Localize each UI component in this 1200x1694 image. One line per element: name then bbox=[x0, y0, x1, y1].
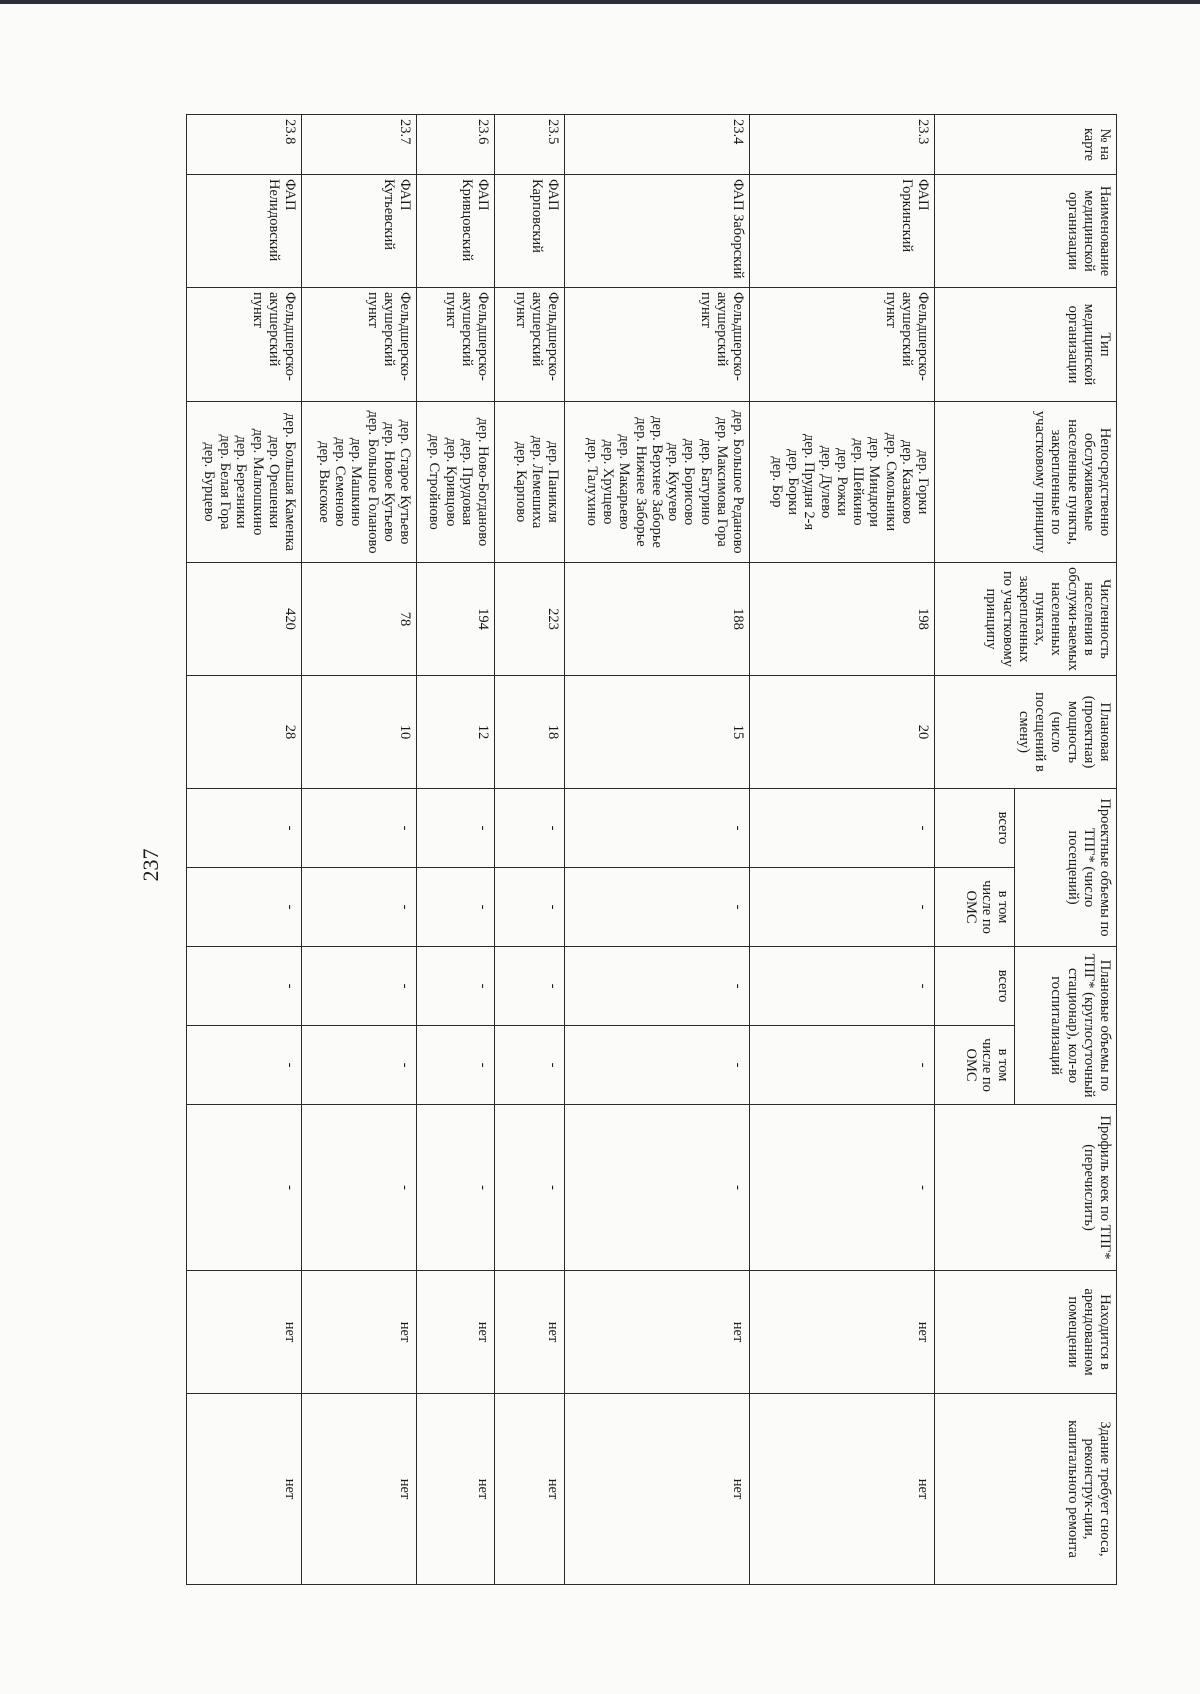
cell-plv-oms: - bbox=[495, 1026, 565, 1105]
settlement: дер. Батурино bbox=[697, 438, 714, 526]
subheader-plv-total: всего bbox=[935, 947, 1015, 1026]
subheader-plv-oms: в том числе по ОМС bbox=[935, 1026, 1015, 1105]
cell-repair: нет bbox=[187, 1394, 302, 1585]
cell-plv-total: - bbox=[750, 947, 935, 1026]
cell-rented: нет bbox=[417, 1271, 495, 1394]
settlement: дер. Миндюри bbox=[866, 437, 883, 527]
cell-population: 78 bbox=[302, 563, 417, 676]
table-row bbox=[565, 115, 750, 1585]
page-number: 237 bbox=[138, 848, 163, 882]
cell-plv-oms: - bbox=[750, 1026, 935, 1105]
cell-plv-oms: - bbox=[187, 1026, 302, 1105]
settlement: дер. Лемешиха bbox=[528, 435, 545, 529]
subheader-pv-oms: в том числе по ОМС bbox=[935, 868, 1015, 947]
settlement: дер. Большое Реданово bbox=[730, 410, 746, 554]
cell-beds: - bbox=[187, 1105, 302, 1271]
header-settlements: Непосредственно обслуживаемые населенные пункты, закрепленные по участковому принципу bbox=[935, 402, 1117, 563]
cell-plv-total: - bbox=[495, 947, 565, 1026]
rotated-table-container bbox=[172, 114, 1117, 1584]
cell-rented: нет bbox=[750, 1271, 935, 1394]
cell-beds: - bbox=[565, 1105, 750, 1271]
settlement: дер. Борисово bbox=[681, 438, 698, 526]
header-name: Наименование медицинской организации bbox=[935, 175, 1117, 288]
cell-capacity: 15 bbox=[565, 676, 750, 789]
settlement: дер. Семеново bbox=[332, 437, 349, 527]
settlement: дер. Горки bbox=[915, 449, 931, 515]
settlement: дер. Максимова Гора bbox=[713, 417, 730, 547]
table-row bbox=[417, 115, 495, 1585]
settlement: дер. Машкино bbox=[348, 437, 365, 527]
header-repair: Здание требует сноса, реконструк-ции, капитального ремонта bbox=[935, 1394, 1117, 1585]
header-capacity: Плановая (проектная) мощность (число посещений в смену) bbox=[935, 676, 1117, 789]
cell-name: ФАП Заборский bbox=[565, 175, 750, 288]
cell-pv-oms: - bbox=[417, 868, 495, 947]
cell-population: 188 bbox=[565, 563, 750, 676]
cell-pv-total: - bbox=[417, 789, 495, 868]
settlement: дер. Казаково bbox=[898, 440, 915, 524]
cell-rented: нет bbox=[302, 1271, 417, 1394]
settlement: дер. Бор bbox=[768, 456, 785, 508]
cell-num: 23.7 bbox=[302, 115, 417, 175]
cell-plv-total: - bbox=[187, 947, 302, 1026]
cell-settlements bbox=[187, 402, 302, 563]
cell-name: ФАП Карповский bbox=[495, 175, 565, 288]
cell-repair: нет bbox=[302, 1394, 417, 1585]
header-planned-volumes: Плановые объемы по ТПГ* (круглосуточный стационар), кол-во госпитализаций bbox=[1015, 947, 1117, 1105]
settlement: дер. Белая Гора bbox=[217, 434, 234, 530]
settlement: дер. Малюшкино bbox=[249, 428, 266, 536]
cell-type: Фельдшерско-акушерский пункт bbox=[302, 288, 417, 402]
cell-settlements bbox=[750, 402, 935, 563]
cell-num: 23.4 bbox=[565, 115, 750, 175]
cell-pv-oms: - bbox=[302, 868, 417, 947]
settlement: дер. Ново-Богданово bbox=[475, 417, 491, 547]
cell-beds: - bbox=[417, 1105, 495, 1271]
cell-type: Фельдшерско-акушерский пункт bbox=[565, 288, 750, 402]
settlement: дер. Рожки bbox=[833, 448, 850, 516]
settlement: дер. Кукуево bbox=[665, 442, 682, 522]
settlement: дер. Дулево bbox=[817, 445, 834, 519]
cell-type: Фельдшерско-акушерский пункт bbox=[187, 288, 302, 402]
cell-pv-total: - bbox=[565, 789, 750, 868]
cell-pv-total: - bbox=[750, 789, 935, 868]
cell-capacity: 12 bbox=[417, 676, 495, 789]
header-project-volumes: Проектные объемы по ТПГ* (число посещений) bbox=[1015, 789, 1117, 947]
cell-population: 198 bbox=[750, 563, 935, 676]
cell-pv-oms: - bbox=[495, 868, 565, 947]
cell-capacity: 20 bbox=[750, 676, 935, 789]
cell-plv-oms: - bbox=[565, 1026, 750, 1105]
settlement: дер. Большое Голаново bbox=[364, 410, 381, 554]
settlement: дер. Орешенки bbox=[265, 435, 282, 529]
cell-pv-oms: - bbox=[750, 868, 935, 947]
settlement: дер. Березники bbox=[233, 435, 250, 529]
cell-settlements bbox=[565, 402, 750, 563]
cell-pv-total: - bbox=[187, 789, 302, 868]
settlement: дер. Бурцево bbox=[200, 442, 217, 522]
settlement: дер. Прудня 2-я bbox=[801, 433, 818, 531]
cell-population: 194 bbox=[417, 563, 495, 676]
table-row bbox=[302, 115, 417, 1585]
scan-top-edge bbox=[0, 0, 1200, 4]
cell-rented: нет bbox=[495, 1271, 565, 1394]
cell-num: 23.8 bbox=[187, 115, 302, 175]
cell-population: 420 bbox=[187, 563, 302, 676]
header-population: Численность населения в обслужи-ваемых населенных пунктах, закрепленных по участковому принципу bbox=[935, 563, 1117, 676]
cell-name: ФАП Кривцовский bbox=[417, 175, 495, 288]
cell-beds: - bbox=[495, 1105, 565, 1271]
header-beds-profile: Профиль коек по ТПГ* (перечислить) bbox=[935, 1105, 1117, 1271]
settlement: дер. Паникля bbox=[545, 441, 561, 523]
cell-name: ФАП Горкинский bbox=[750, 175, 935, 288]
settlement: дер. Высокое bbox=[315, 441, 332, 523]
settlement: дер. Нижнее Заборье bbox=[632, 417, 649, 547]
cell-settlements bbox=[417, 402, 495, 563]
cell-plv-total: - bbox=[417, 947, 495, 1026]
cell-name: ФАП Нелидовский bbox=[187, 175, 302, 288]
cell-beds: - bbox=[302, 1105, 417, 1271]
table-row bbox=[495, 115, 565, 1585]
cell-capacity: 18 bbox=[495, 676, 565, 789]
settlement: дер. Шейкино bbox=[850, 438, 867, 526]
settlement: дер. Борки bbox=[785, 449, 802, 515]
cell-rented: нет bbox=[187, 1271, 302, 1394]
cell-name: ФАП Кутьевский bbox=[302, 175, 417, 288]
cell-plv-oms: - bbox=[302, 1026, 417, 1105]
cell-plv-oms: - bbox=[417, 1026, 495, 1105]
settlement: дер. Новое Кутьево bbox=[380, 422, 397, 542]
cell-type: Фельдшерско-акушерский пункт bbox=[495, 288, 565, 402]
header-type: Тип медицинской организации bbox=[935, 288, 1117, 402]
cell-type: Фельдшерско-акушерский пункт bbox=[417, 288, 495, 402]
cell-plv-total: - bbox=[565, 947, 750, 1026]
cell-beds: - bbox=[750, 1105, 935, 1271]
cell-pv-oms: - bbox=[565, 868, 750, 947]
settlement: дер. Талухино bbox=[583, 438, 600, 526]
cell-pv-total: - bbox=[495, 789, 565, 868]
cell-population: 223 bbox=[495, 563, 565, 676]
cell-rented: нет bbox=[565, 1271, 750, 1394]
cell-pv-oms: - bbox=[187, 868, 302, 947]
cell-plv-total: - bbox=[302, 947, 417, 1026]
settlement: дер. Смольники bbox=[882, 432, 899, 532]
cell-settlements bbox=[495, 402, 565, 563]
cell-repair: нет bbox=[565, 1394, 750, 1585]
settlement: дер. Стройново bbox=[426, 434, 443, 530]
cell-num: 23.3 bbox=[750, 115, 935, 175]
cell-repair: нет bbox=[495, 1394, 565, 1585]
cell-type: Фельдшерско-акушерский пункт bbox=[750, 288, 935, 402]
cell-num: 23.6 bbox=[417, 115, 495, 175]
settlement: дер. Верхнее Заборье bbox=[648, 416, 665, 548]
settlement: дер. Большая Каменка bbox=[282, 413, 298, 551]
subheader-pv-total: всего bbox=[935, 789, 1015, 868]
table-row bbox=[750, 115, 935, 1585]
cell-repair: нет bbox=[417, 1394, 495, 1585]
cell-capacity: 10 bbox=[302, 676, 417, 789]
cell-capacity: 28 bbox=[187, 676, 302, 789]
settlement: дер. Карпово bbox=[512, 441, 529, 523]
header-num: № на карте bbox=[935, 115, 1117, 175]
header-rented: Находится в арендованном помещении bbox=[935, 1271, 1117, 1394]
settlement: дер. Старое Кутьево bbox=[397, 419, 413, 545]
settlement: дер. Хрущево bbox=[600, 439, 617, 525]
cell-num: 23.5 bbox=[495, 115, 565, 175]
header-row bbox=[1015, 115, 1117, 1585]
cell-repair: нет bbox=[750, 1394, 935, 1585]
settlement: дер. Макарьево bbox=[616, 434, 633, 530]
medical-organizations-table bbox=[186, 114, 1117, 1585]
settlement: дер. Кривцово bbox=[442, 437, 459, 527]
settlement: дер. Прудовая bbox=[458, 438, 475, 526]
table-row bbox=[187, 115, 302, 1585]
cell-settlements bbox=[302, 402, 417, 563]
cell-pv-total: - bbox=[302, 789, 417, 868]
